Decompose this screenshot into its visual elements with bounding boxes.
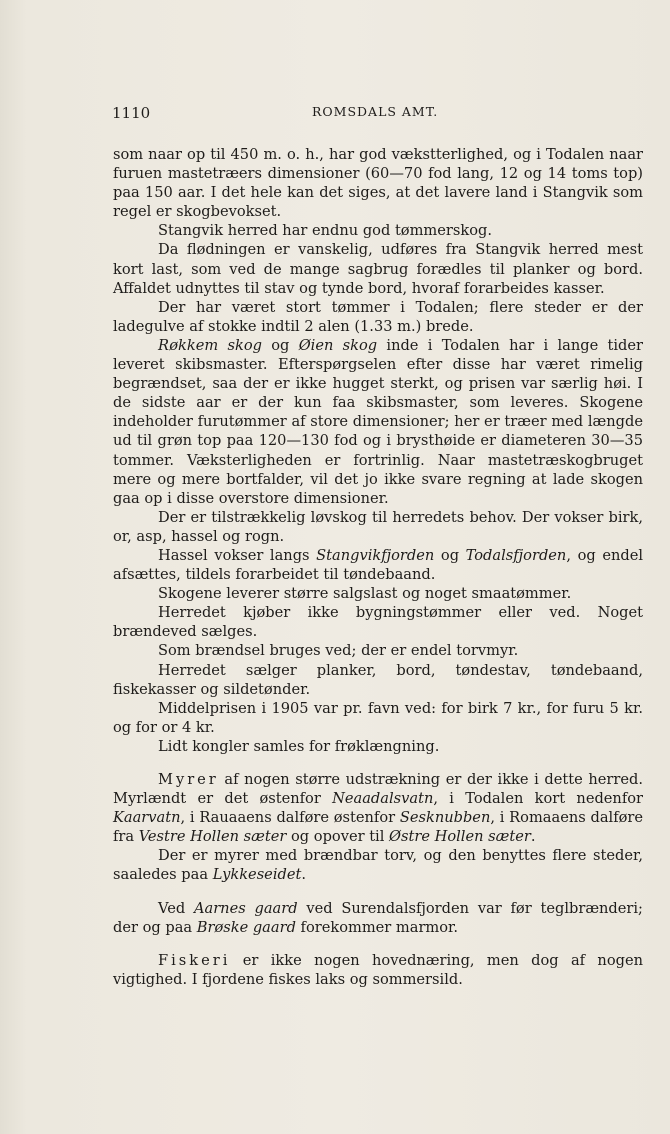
paragraph xyxy=(113,661,643,699)
paragraph xyxy=(113,221,643,240)
paragraph xyxy=(113,899,643,937)
text-run: , og endel afsættes, tildels forarbeidet til tøndebaand. xyxy=(113,546,644,584)
text-run: , i Todalen kort nedenfor xyxy=(433,790,643,808)
italic-run: Neaadalsvatn xyxy=(332,790,434,808)
paragraph xyxy=(113,145,643,221)
text-run: . xyxy=(530,828,536,846)
text-run: Skogene leverer større salgslast og noget smaatømmer. xyxy=(158,585,572,603)
italic-run: Sesknubben xyxy=(399,809,491,827)
text-run: Som brændsel bruges ved; der er endel torvmyr. xyxy=(158,642,519,660)
italic-run: Todalsfjorden xyxy=(465,546,567,564)
text-run: og xyxy=(434,546,466,564)
page-number: 1110 xyxy=(112,104,151,122)
text-run: er ikke nogen hovednæring, men dog af nogen vigtighed. I fjordene fiskes laks og sommersild. xyxy=(113,951,643,988)
text-run: Der er myrer med brændbar torv, og den benyttes flere steder, saaledes paa xyxy=(113,847,643,884)
italic-run: Lykkeseidet xyxy=(212,866,302,884)
paragraph xyxy=(113,846,643,884)
italic-run: Kaarvatn xyxy=(113,809,181,827)
paragraph xyxy=(113,508,643,546)
text-run: Der har været stort tømmer i Todalen; flere steder er der ladegulve af stokke indtil 2 alen (1.33 m.) brede. xyxy=(113,298,643,335)
text-run: af nogen større udstrækning er der ikke i dette herred. Myrlændt er det østenfor xyxy=(113,771,643,808)
paragraph xyxy=(113,603,643,641)
italic-run: Øien skog xyxy=(298,336,378,354)
text-run: . xyxy=(301,866,306,884)
text-run: Ved xyxy=(158,899,194,917)
paragraph xyxy=(113,770,643,846)
text-run: og opover til xyxy=(286,828,390,846)
paragraph xyxy=(113,584,643,603)
text-run: , i Rauaaens dalføre østenfor xyxy=(180,809,400,827)
spaced-run: Myrer xyxy=(158,771,219,788)
italic-run: Brøske gaard xyxy=(196,918,296,936)
text-run: ved Surendalsfjorden var før teglbrænderi; der og paa xyxy=(113,899,643,936)
italic-run: Aarnes gaard xyxy=(193,899,298,917)
text-run: Lidt kongler samles for frøklængning. xyxy=(158,737,440,755)
text-run: Herredet kjøber ikke bygningstømmer eller ved. Noget brændeved sælges. xyxy=(113,604,643,641)
paragraph xyxy=(113,298,643,336)
text-run: Da flødningen er vanskelig, udføres fra Stangvik herred mest kort last, som ved de mange sagbrug forædles til planker og bord. Affaldet udnyttes til stav og tynde bord, hvoraf forarbeides kasser. xyxy=(113,241,643,297)
spaced-run: Fiskeri xyxy=(158,951,231,969)
text-run: Middelprisen i 1905 var pr. favn ved: for birk 7 kr., for furu 5 kr. og for or 4 kr. xyxy=(113,699,643,736)
text-run: inde i Todalen har i lange tider leveret skibsmaster. Efterspørgselen efter disse har været rimelig begrændset, saa der er ikke hugget sterkt, og prisen var særlig høi. I de sidste aar er der kun faa skibsmaster, som leveres. Skogene indeholder furutømmer af store dimensioner; her er træer med længde ud til grøn top paa 120—130 fod og i brysthøide er diameteren 30—35 tommer. Væksterligheden er fortrinlig. Naar mastetræskogbruget mere og mere bortfalder, vil det jo ikke svare regning at lade skogen gaa op i disse overstore dimensioner. xyxy=(113,336,643,507)
paragraph xyxy=(113,699,643,737)
body-text xyxy=(113,145,643,989)
text-run: som naar op til 450 m. o. h., har god vækstterlighed, og i Todalen naar furuen mastetræers dimensioner (60—70 fod lang, 12 og 14 toms top) paa 150 aar. I det hele kan det siges, at det lavere land i Stangvik som regel er skogbevokset. xyxy=(113,146,643,221)
paragraph xyxy=(113,951,643,989)
text-run: forekommer marmor. xyxy=(295,918,459,936)
running-title: ROMSDALS AMT. xyxy=(312,104,439,119)
text-run: , i Romaaens dalføre fra xyxy=(113,809,644,846)
page-header xyxy=(112,104,632,126)
paragraph xyxy=(113,641,643,660)
italic-run: Røkkem skog xyxy=(158,336,262,354)
italic-run: Østre Hollen sæter xyxy=(389,828,531,846)
paragraph xyxy=(113,546,643,584)
paragraph xyxy=(113,336,643,508)
text-run: Herredet sælger planker, bord, tøndestav, tøndebaand, fiskekasser og sildetønder. xyxy=(113,661,643,698)
text-run: Hassel vokser langs xyxy=(158,546,317,564)
paragraph xyxy=(113,240,643,297)
text-run: og xyxy=(261,336,299,354)
italic-run: Stangvikfjorden xyxy=(316,546,435,564)
paragraph xyxy=(113,737,643,756)
text-run: Der er tilstrækkelig løvskog til herredets behov. Der vokser birk, or, asp, hassel og rogn. xyxy=(113,508,643,545)
italic-run: Vestre Hollen sæter xyxy=(138,828,287,846)
text-run: Stangvik herred har endnu god tømmerskog. xyxy=(158,222,492,240)
